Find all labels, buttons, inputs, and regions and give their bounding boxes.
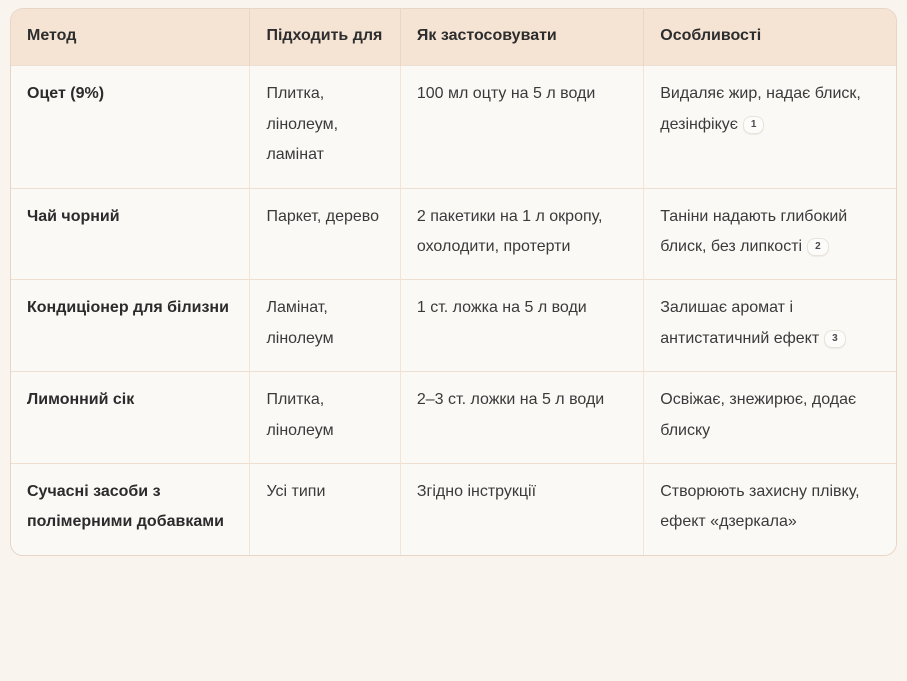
- features-text: Видаляє жир, надає блиск, дезінфікує: [660, 85, 861, 133]
- table-row: [11, 188, 896, 280]
- cell-suitable-for: Ламінат, лінолеум: [250, 280, 400, 372]
- methods-table: [11, 9, 896, 555]
- cell-suitable-for: Усі типи: [250, 463, 400, 554]
- cell-features: Створюють захисну плівку, ефект «дзеркала»: [644, 463, 896, 554]
- cell-how-to-apply: 2–3 ст. ложки на 5 л води: [400, 372, 643, 464]
- cell-suitable-for: Плитка, лінолеум, ламінат: [250, 66, 400, 188]
- column-header-suitable-for: Підходить для: [250, 9, 400, 66]
- cell-how-to-apply: 100 мл оцту на 5 л води: [400, 66, 643, 188]
- features-text: Залишає аромат і антистатичний ефект: [660, 299, 820, 347]
- cell-features: [644, 280, 896, 372]
- cell-method: Лимонний сік: [11, 372, 250, 464]
- cell-how-to-apply: 2 пакетики на 1 л окропу, охолодити, протерти: [400, 188, 643, 280]
- methods-table-card: [10, 8, 897, 556]
- table-body: [11, 66, 896, 555]
- table-header: [11, 9, 896, 66]
- cell-how-to-apply: Згідно інструкції: [400, 463, 643, 554]
- cell-features: [644, 188, 896, 280]
- cell-features: [644, 66, 896, 188]
- table-row: [11, 372, 896, 464]
- table-row: [11, 463, 896, 554]
- column-header-how-to-apply: Як застосовувати: [400, 9, 643, 66]
- citation-badge[interactable]: 2: [807, 238, 829, 256]
- cell-method: Сучасні засоби з полімерними добавками: [11, 463, 250, 554]
- cell-features: Освіжає, знежирює, додає блиску: [644, 372, 896, 464]
- citation-badge[interactable]: 1: [743, 116, 765, 134]
- cell-method: Чай чорний: [11, 188, 250, 280]
- cell-suitable-for: Паркет, дерево: [250, 188, 400, 280]
- cell-method: Оцет (9%): [11, 66, 250, 188]
- cell-suitable-for: Плитка, лінолеум: [250, 372, 400, 464]
- citation-badge[interactable]: 3: [824, 330, 846, 348]
- column-header-features: Особливості: [644, 9, 896, 66]
- features-text: Таніни надають глибокий блиск, без липкості: [660, 207, 848, 255]
- column-header-method: Метод: [11, 9, 250, 66]
- table-row: [11, 280, 896, 372]
- table-row: [11, 66, 896, 188]
- cell-how-to-apply: 1 ст. ложка на 5 л води: [400, 280, 643, 372]
- header-row: [11, 9, 896, 66]
- cell-method: Кондиціонер для білизни: [11, 280, 250, 372]
